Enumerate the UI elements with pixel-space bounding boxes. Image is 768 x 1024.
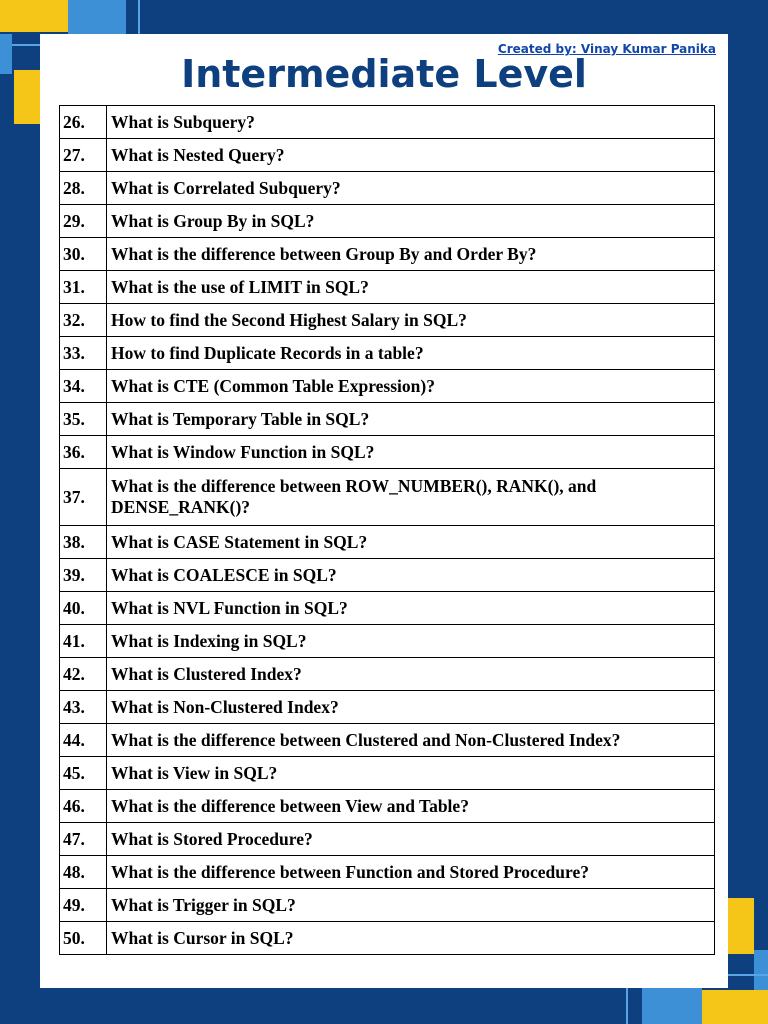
table-row bbox=[60, 139, 715, 172]
question-text: What is Clustered Index? bbox=[107, 658, 715, 691]
question-number: 34. bbox=[60, 370, 107, 403]
question-text: What is Window Function in SQL? bbox=[107, 436, 715, 469]
question-text: What is CASE Statement in SQL? bbox=[107, 526, 715, 559]
table-row bbox=[60, 403, 715, 436]
question-number: 26. bbox=[60, 106, 107, 139]
table-row bbox=[60, 106, 715, 139]
author-credit: Created by: Vinay Kumar Panika bbox=[497, 42, 716, 56]
table-row bbox=[60, 370, 715, 403]
table-row bbox=[60, 658, 715, 691]
table-row bbox=[60, 592, 715, 625]
question-text: What is CTE (Common Table Expression)? bbox=[107, 370, 715, 403]
table-row bbox=[60, 436, 715, 469]
table-row bbox=[60, 691, 715, 724]
decor-bottom-right-yellow-2 bbox=[702, 990, 768, 1024]
question-number: 29. bbox=[60, 205, 107, 238]
question-text: What is NVL Function in SQL? bbox=[107, 592, 715, 625]
question-number: 45. bbox=[60, 757, 107, 790]
question-text: What is View in SQL? bbox=[107, 757, 715, 790]
table-row bbox=[60, 205, 715, 238]
question-number: 33. bbox=[60, 337, 107, 370]
table-row bbox=[60, 526, 715, 559]
question-text: What is the difference between View and Table? bbox=[107, 790, 715, 823]
question-text: What is COALESCE in SQL? bbox=[107, 559, 715, 592]
question-text: What is Subquery? bbox=[107, 106, 715, 139]
question-text: What is Temporary Table in SQL? bbox=[107, 403, 715, 436]
page-title: Intermediate Level bbox=[181, 52, 587, 96]
question-text: How to find the Second Highest Salary in SQL? bbox=[107, 304, 715, 337]
table-row bbox=[60, 172, 715, 205]
question-text: What is the difference between Group By and Order By? bbox=[107, 238, 715, 271]
question-text: What is Non-Clustered Index? bbox=[107, 691, 715, 724]
question-text: What is Trigger in SQL? bbox=[107, 889, 715, 922]
table-row bbox=[60, 625, 715, 658]
table-row bbox=[60, 469, 715, 526]
question-text: What is the use of LIMIT in SQL? bbox=[107, 271, 715, 304]
table-row bbox=[60, 724, 715, 757]
table-row bbox=[60, 856, 715, 889]
question-number: 42. bbox=[60, 658, 107, 691]
question-number: 27. bbox=[60, 139, 107, 172]
question-number: 47. bbox=[60, 823, 107, 856]
question-text: What is Correlated Subquery? bbox=[107, 172, 715, 205]
question-number: 38. bbox=[60, 526, 107, 559]
question-text: What is the difference between ROW_NUMBER(), RANK(), and DENSE_RANK()? bbox=[107, 469, 715, 526]
table-row bbox=[60, 559, 715, 592]
question-number: 35. bbox=[60, 403, 107, 436]
question-text: What is the difference between Clustered and Non-Clustered Index? bbox=[107, 724, 715, 757]
question-number: 48. bbox=[60, 856, 107, 889]
table-row bbox=[60, 238, 715, 271]
question-number: 37. bbox=[60, 469, 107, 526]
questions-table bbox=[59, 105, 715, 955]
table-row bbox=[60, 889, 715, 922]
decor-bottom-right-blue bbox=[642, 986, 702, 1024]
question-number: 36. bbox=[60, 436, 107, 469]
question-number: 44. bbox=[60, 724, 107, 757]
table-row bbox=[60, 337, 715, 370]
question-text: How to find Duplicate Records in a table? bbox=[107, 337, 715, 370]
table-row bbox=[60, 757, 715, 790]
table-row bbox=[60, 271, 715, 304]
question-number: 41. bbox=[60, 625, 107, 658]
question-text: What is Indexing in SQL? bbox=[107, 625, 715, 658]
question-number: 28. bbox=[60, 172, 107, 205]
question-number: 39. bbox=[60, 559, 107, 592]
question-number: 50. bbox=[60, 922, 107, 955]
table-row bbox=[60, 922, 715, 955]
table-row bbox=[60, 304, 715, 337]
decor-left-blue bbox=[0, 34, 12, 74]
content-card bbox=[40, 34, 728, 988]
table-row bbox=[60, 790, 715, 823]
question-text: What is the difference between Function and Stored Procedure? bbox=[107, 856, 715, 889]
table-row bbox=[60, 823, 715, 856]
question-text: What is Nested Query? bbox=[107, 139, 715, 172]
question-text: What is Group By in SQL? bbox=[107, 205, 715, 238]
question-text: What is Stored Procedure? bbox=[107, 823, 715, 856]
question-number: 32. bbox=[60, 304, 107, 337]
question-number: 31. bbox=[60, 271, 107, 304]
question-number: 40. bbox=[60, 592, 107, 625]
question-number: 49. bbox=[60, 889, 107, 922]
question-text: What is Cursor in SQL? bbox=[107, 922, 715, 955]
question-number: 46. bbox=[60, 790, 107, 823]
question-number: 43. bbox=[60, 691, 107, 724]
question-number: 30. bbox=[60, 238, 107, 271]
